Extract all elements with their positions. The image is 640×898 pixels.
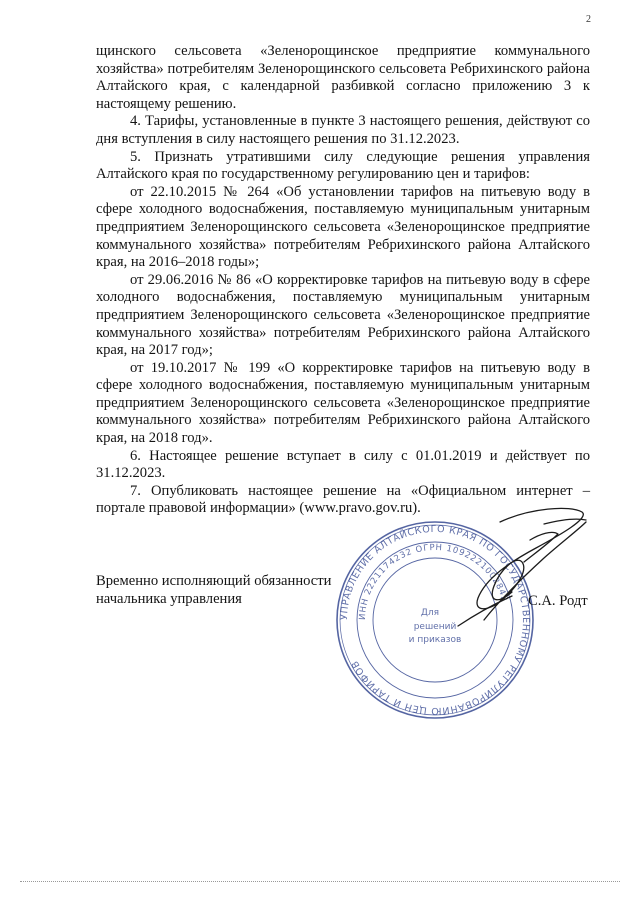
paragraph-decision-199: от 19.10.2017 № 199 «О корректировке тарифов на питьевую воду в сфере холодного водоснабжения, поставляемую муниципальным унитарным предприятием Зеленорощинского сельсовета «Зеленорощинское предприятие коммунального хозяйства» потребителям Ребрихинского района Алтайского края, на 2018 год».: [96, 359, 590, 447]
paragraph-item-4: 4. Тарифы, установленные в пункте 3 настоящего решения, действуют со дня вступления в силу настоящего решения по 31.12.2023.: [96, 113, 590, 147]
signatory-position-line-1: Временно исполняющий обязанности: [96, 573, 332, 589]
seal-center-line-2: решений: [413, 622, 457, 632]
scan-bottom-edge: [20, 881, 620, 882]
seal-inner-text: ИНН 2221174232 ОГРН 1092221002842: [357, 542, 510, 621]
seal-center-line-1: Для: [420, 608, 440, 618]
seal-outer-text: УПРАВЛЕНИЕ АЛТАЙСКОГО КРАЯ ПО ГОСУДАРСТВЕННОМУ РЕГУЛИРОВАНИЮ ЦЕН И ТАРИФОВ: [338, 523, 532, 717]
signatory-position-line-2: начальника управления: [96, 590, 242, 607]
paragraph-item-5: 5. Признать утратившими силу следующие решения управления Алтайского края по государственному регулированию цен и тарифов:: [96, 148, 590, 183]
paragraph-continuation: щинского сельсовета «Зеленорощинское предприятие коммунального хозяйства» потребителям Зеленорощинского сельсовета Ребрихинского района Алтайского края, с календарной разбивкой согласно приложению 3 к настоящему решению.: [96, 43, 590, 112]
document-body: [96, 43, 590, 518]
paragraph-decision-86: от 29.06.2016 № 86 «О корректировке тарифов на питьевую воду в сфере холодного водоснабжения, поставляемую муниципальным унитарным предприятием Зеленорощинского сельсовета «Зеленорощинское предприятие коммунального хозяйства» потребителям Ребрихинского района Алтайского края, на 2017 год»;: [96, 271, 590, 359]
paragraph-item-7: 7. Опубликовать настоящее решение на «Официальном интернет – портале правовой информации» (www.pravo.gov.ru).: [96, 482, 590, 517]
page-number: 2: [586, 14, 591, 25]
signatory-position: [96, 573, 331, 608]
paragraph-item-6: 6. Настоящее решение вступает в силу с 01.01.2019 и действует по 31.12.2023.: [96, 447, 590, 482]
signatory-name: С.А. Родт: [528, 593, 588, 609]
paragraph-decision-264: от 22.10.2015 № 264 «Об установлении тарифов на питьевую воду в сфере холодного водоснабжения, поставляемую муниципальным унитарным предприятием Зеленорощинского сельсовета «Зеленорощинское предприятие коммунального хозяйства» потребителям Ребрихинского района Алтайского края, на 2016–2018 годы»;: [96, 183, 590, 271]
seal-center-line-3: и приказов: [408, 635, 462, 645]
